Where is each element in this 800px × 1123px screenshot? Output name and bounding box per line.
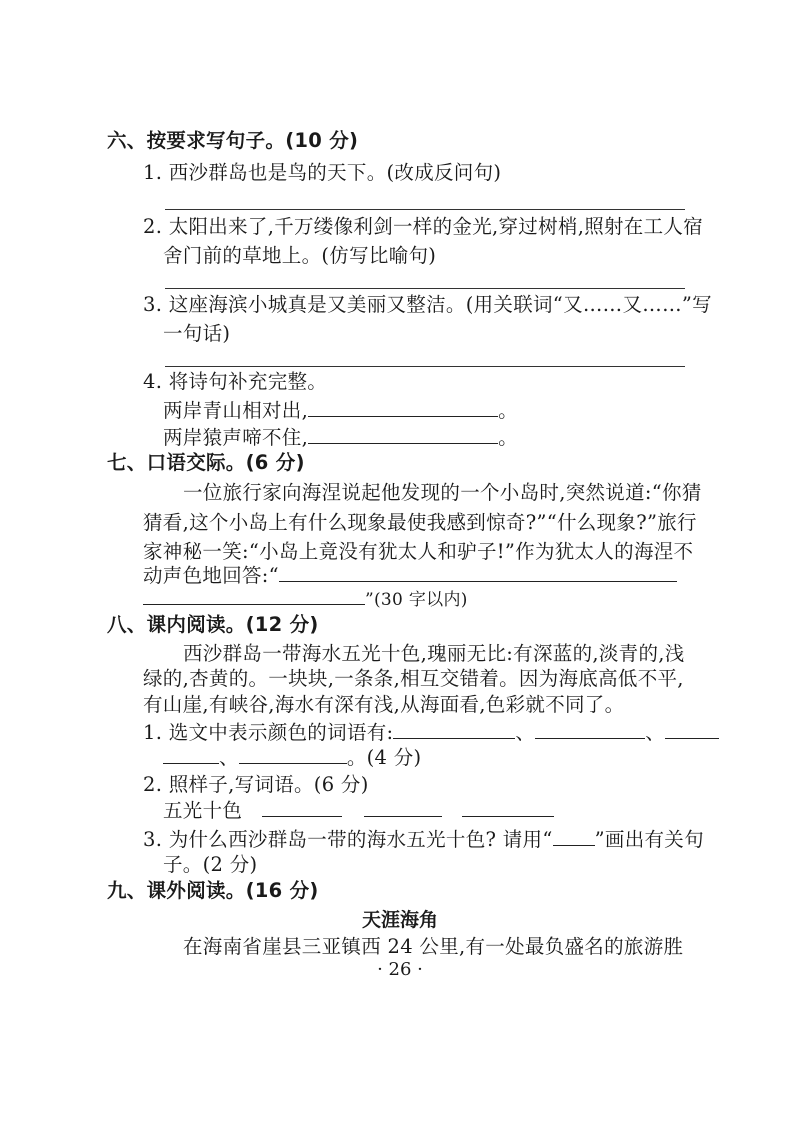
word-blank-3[interactable] bbox=[462, 798, 554, 817]
poem-line-2-blank[interactable] bbox=[308, 425, 498, 444]
poem-line-1-text: 两岸青山相对出, bbox=[163, 399, 309, 422]
s6-question-2-line2: 舍门前的草地上。(仿写比喻句) bbox=[163, 244, 437, 267]
s6-question-1: 1. 西沙群岛也是鸟的天下。(改成反问句) bbox=[143, 161, 502, 184]
s6-q1-answer-line[interactable] bbox=[165, 209, 685, 210]
s6-question-3-line2: 一句话) bbox=[163, 322, 231, 345]
color-word-blank-4[interactable] bbox=[163, 745, 219, 764]
color-word-blank-5[interactable] bbox=[239, 745, 347, 764]
s8-passage-line2: 绿的,杏黄的。一块块,一条条,相互交错着。因为海底高低不平, bbox=[143, 667, 684, 690]
s7-answer-blank-1[interactable] bbox=[279, 563, 677, 582]
s8-q1-text: 1. 选文中表示颜色的词语有: bbox=[143, 721, 394, 744]
s7-paragraph-line1: 一位旅行家向海涅说起他发现的一个小岛时,突然说道:“你猜 bbox=[183, 481, 702, 504]
s7-paragraph-line5 bbox=[143, 586, 468, 613]
s8-q1-end: 。(4 分) bbox=[346, 746, 422, 769]
section-9-heading: 九、课外阅读。(16 分) bbox=[107, 879, 319, 902]
s7-answer-suffix: ”(30 字以内) bbox=[365, 590, 468, 610]
s7-answer-blank-2[interactable] bbox=[143, 586, 365, 605]
s6-question-3-line1: 3. 这座海滨小城真是又美丽又整洁。(用关联词“又……又……”写 bbox=[143, 293, 712, 316]
s6-q3-answer-line[interactable] bbox=[165, 366, 685, 367]
color-word-blank-2[interactable] bbox=[535, 720, 645, 739]
s8-q1-sep-3: 、 bbox=[219, 746, 239, 769]
poem-line-2 bbox=[163, 425, 518, 451]
s8-question-1-line2 bbox=[163, 745, 421, 771]
underline-sample bbox=[553, 831, 595, 846]
s8-question-3-line2: 子。(2 分) bbox=[163, 853, 258, 876]
s8-q1-sep-2: 、 bbox=[645, 721, 665, 744]
section-7-heading: 七、口语交际。(6 分) bbox=[107, 451, 305, 474]
s6-q2-answer-line[interactable] bbox=[165, 288, 685, 289]
s8-q3-text-b: ”画出有关句 bbox=[594, 828, 704, 851]
s8-question-1-line1 bbox=[143, 720, 719, 746]
section-6-heading: 六、按要求写句子。(10 分) bbox=[107, 129, 359, 152]
color-word-blank-1[interactable] bbox=[393, 720, 515, 739]
s9-paragraph-line1: 在海南省崖县三亚镇西 24 公里,有一处最负盛名的旅游胜 bbox=[183, 935, 684, 958]
s8-q2-example-word: 五光十色 bbox=[163, 799, 243, 822]
section-8-heading: 八、课内阅读。(12 分) bbox=[107, 613, 319, 636]
page-number: · 26 · bbox=[377, 959, 423, 980]
poem-line-2-period: 。 bbox=[498, 426, 518, 449]
s8-passage-line1: 西沙群岛一带海水五光十色,瑰丽无比:有深蓝的,淡青的,浅 bbox=[183, 642, 685, 665]
s6-question-4: 4. 将诗句补充完整。 bbox=[143, 370, 328, 393]
s8-q1-sep-1: 、 bbox=[515, 721, 536, 744]
s7-paragraph-line3: 家神秘一笑:“小岛上竟没有犹太人和驴子!”作为犹太人的海涅不 bbox=[143, 540, 694, 563]
s7-paragraph-line2: 猜看,这个小岛上有什么现象最使我感到惊奇?”“什么现象?”旅行 bbox=[143, 511, 697, 534]
s6-question-2-line1: 2. 太阳出来了,千万缕像利剑一样的金光,穿过树梢,照射在工人宿 bbox=[143, 215, 703, 238]
s7-answer-prefix: 动声色地回答:“ bbox=[143, 564, 279, 587]
s8-q2-example-row bbox=[163, 798, 554, 824]
s8-passage-line3: 有山崖,有峡谷,海水有深有浅,从海面看,色彩就不同了。 bbox=[143, 693, 625, 716]
poem-line-1-blank[interactable] bbox=[308, 398, 498, 417]
poem-line-2-text: 两岸猿声啼不住, bbox=[163, 426, 309, 449]
poem-line-1-period: 。 bbox=[498, 399, 518, 422]
s8-q3-text-a: 3. 为什么西沙群岛一带的海水五光十色? 请用“ bbox=[143, 828, 553, 851]
article-title: 天涯海角 bbox=[361, 909, 438, 931]
poem-line-1 bbox=[163, 398, 518, 424]
color-word-blank-3[interactable] bbox=[665, 720, 719, 739]
s8-question-3-line1 bbox=[143, 827, 704, 853]
s8-question-2: 2. 照样子,写词语。(6 分) bbox=[143, 773, 369, 796]
word-blank-2[interactable] bbox=[364, 798, 442, 817]
word-blank-1[interactable] bbox=[262, 798, 342, 817]
